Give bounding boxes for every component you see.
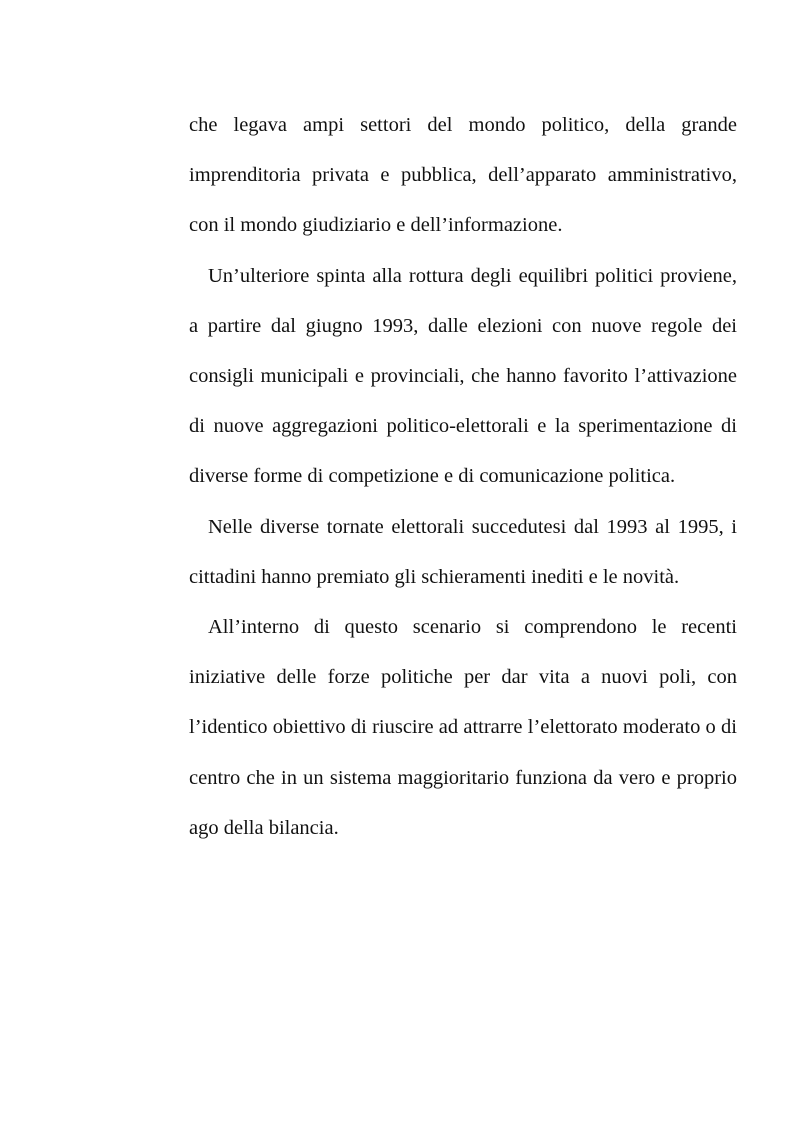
paragraph-continued: che legava ampi settori del mondo politico, della grande imprenditoria privata e pubblica, dell’apparato amministrativo, con il mondo giudiziario e dell’informazione. xyxy=(189,114,737,237)
paragraph-equilibri-politici: Un’ulteriore spinta alla rottura degli equilibri politici proviene, a partire dal giugno 1993, dalle elezioni con nuove regole dei consigli municipali e provinciali, che hanno favorito l’attivazione di nuove aggregazioni politico-elettorali e la sperimentazione di diverse forme di competizione e di comunicazione politica. xyxy=(189,264,737,488)
body-text xyxy=(189,100,737,853)
paragraph-tornate-elettorali: Nelle diverse tornate elettorali succedutesi dal 1993 al 1995, i cittadini hanno premiato gli schieramenti inediti e le novità. xyxy=(189,515,737,588)
paragraph-nuovi-poli: All’interno di questo scenario si comprendono le recenti iniziative delle forze politiche per dar vita a nuovi poli, con l’identico obiettivo di riuscire ad attrarre l’elettorato moderato o di centro che in un sistema maggioritario funziona da vero e proprio ago della bilancia. xyxy=(189,616,737,839)
